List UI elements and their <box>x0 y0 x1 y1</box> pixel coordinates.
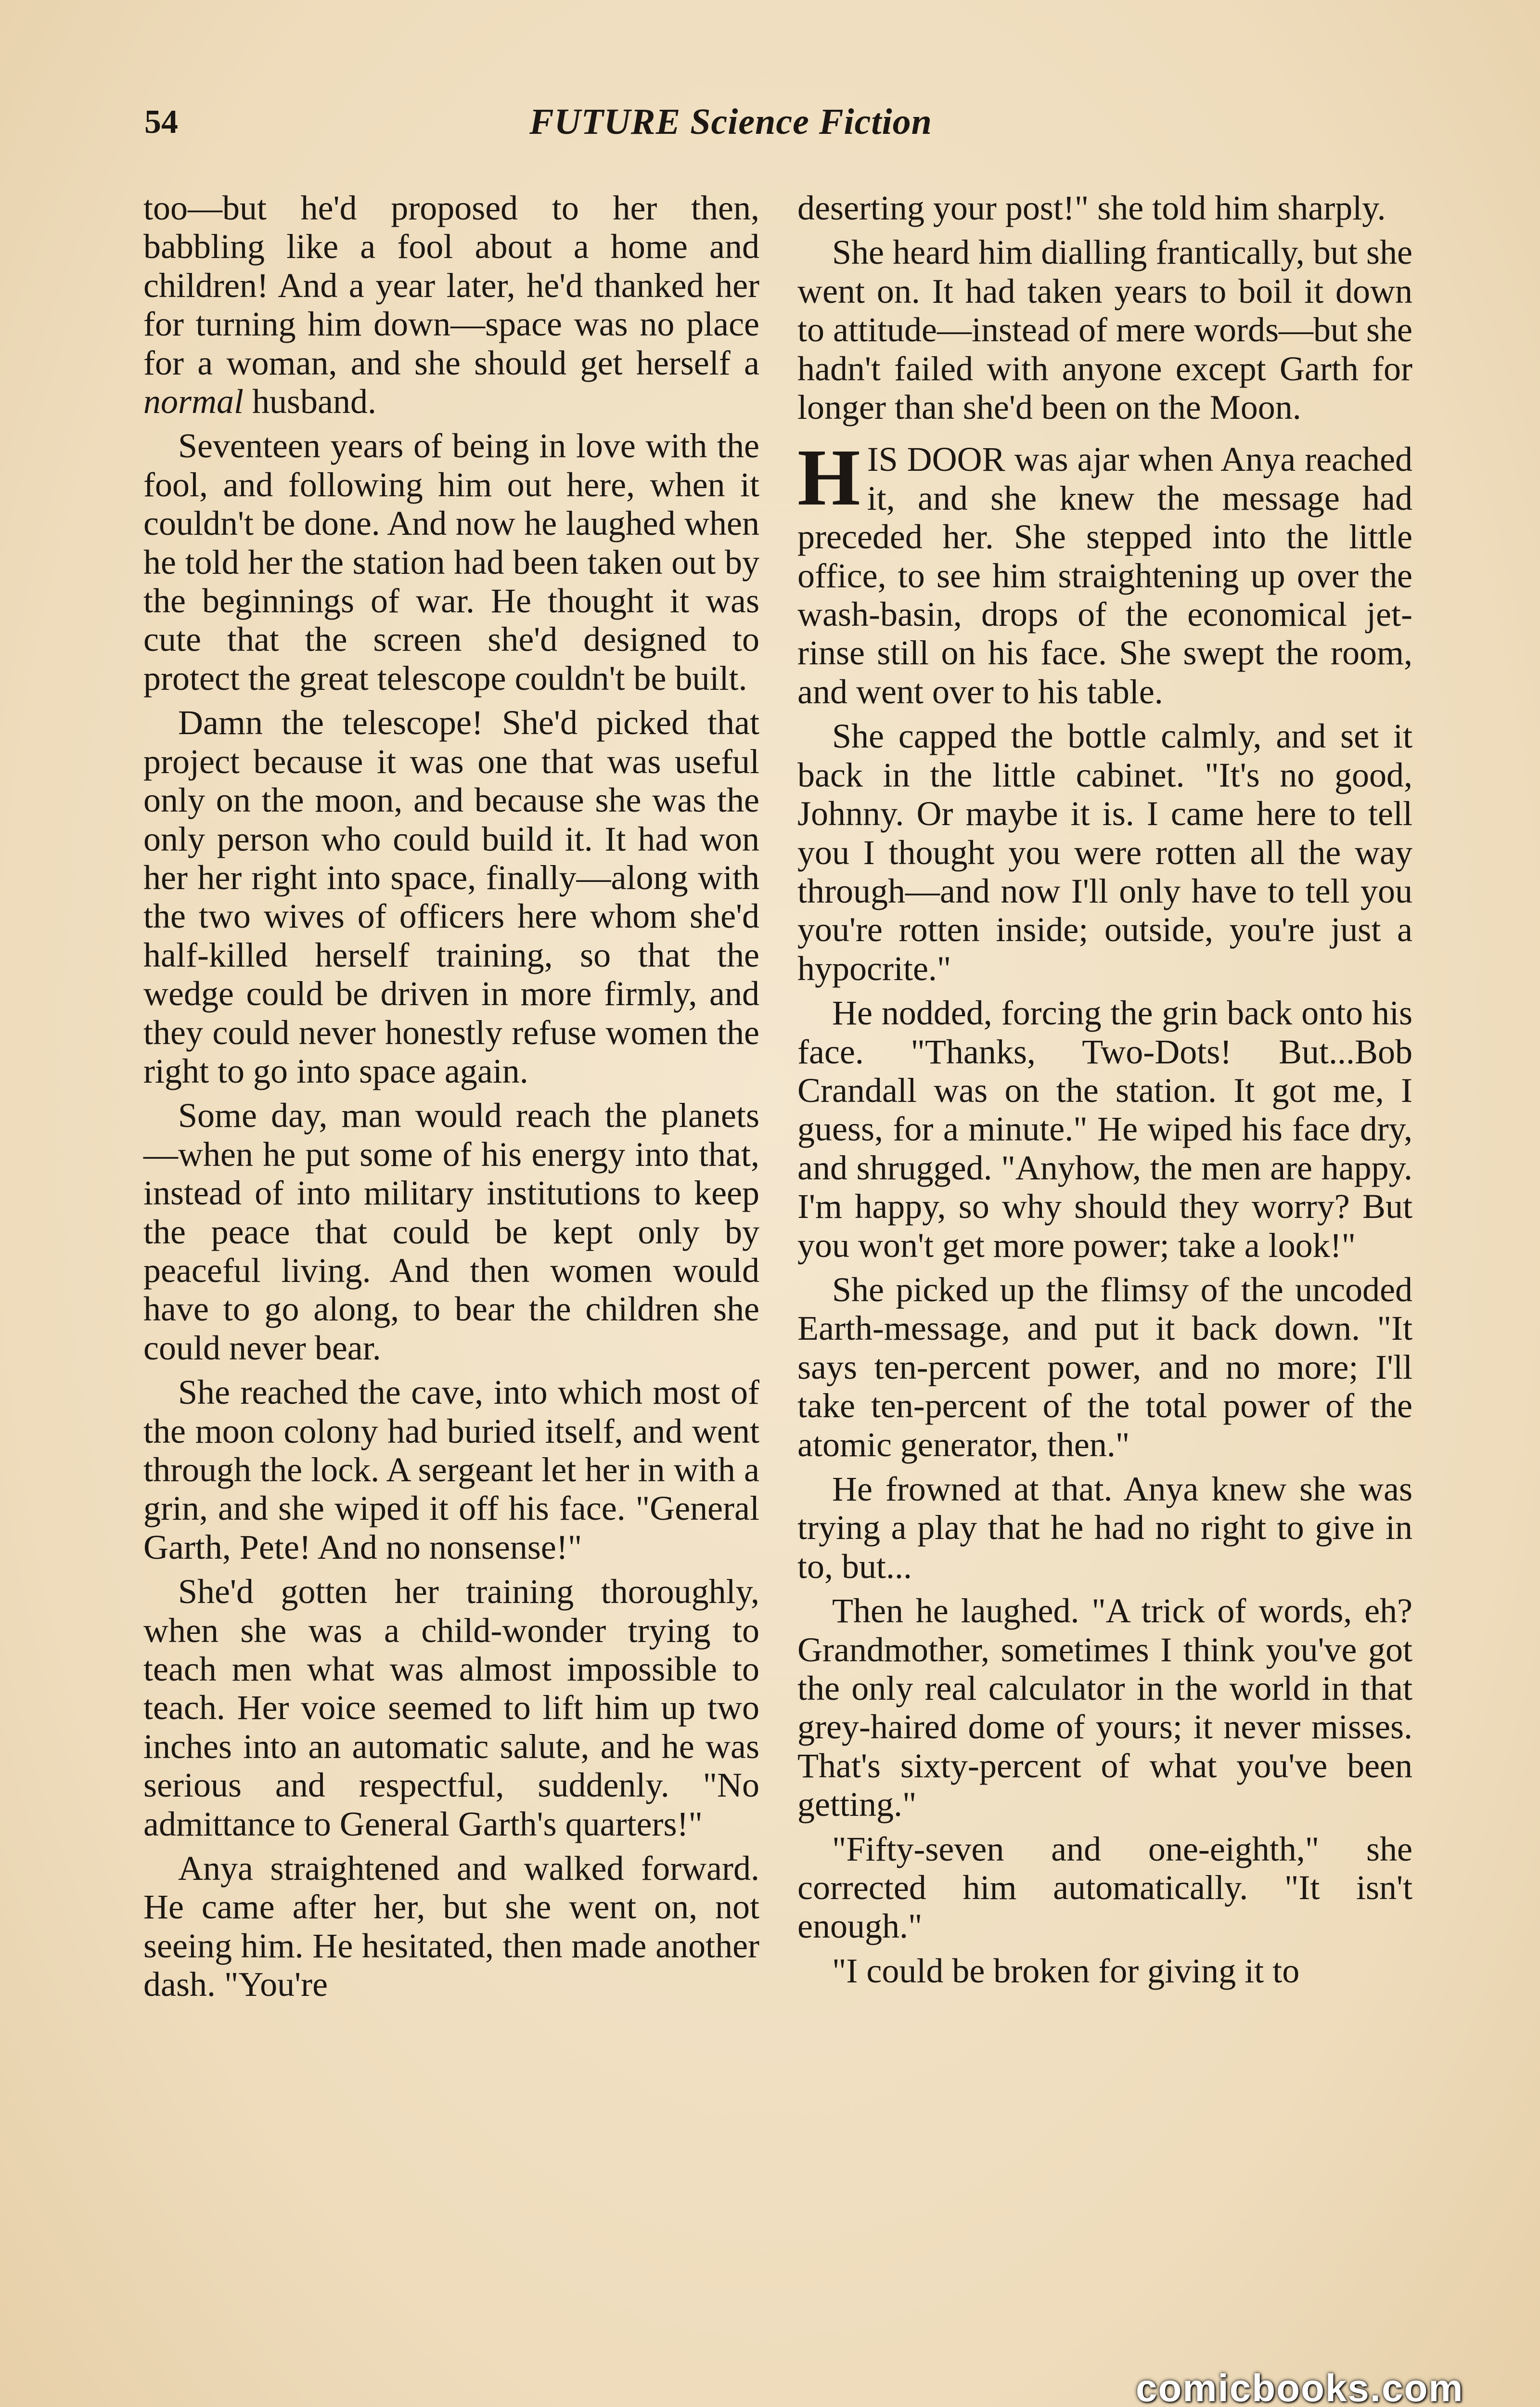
small-caps-lead: IS DOOR <box>867 440 1005 479</box>
watermark: comicbooks.com <box>1136 2367 1464 2407</box>
paragraph: She picked up the flimsy of the uncoded Earth-message, and put it back down. "It says ten-percent power, and no more; I'll take ten-percent of the total power of the atomic generator, then." <box>797 1270 1412 1464</box>
paragraph: Then he laughed. "A trick of words, eh? Grandmother, sometimes I think you've got the only real calculator in the world in that grey-haired dome of yours; it never misses. That's sixty-percent of what you've been getting." <box>797 1592 1412 1824</box>
section-start-paragraph: HIS DOOR was ajar when Anya reached it, and she knew the message had preceded her. She stepped into the little office, to see him straightening up over the wash-basin, drops of the economical jet-rinse still on his face. She swept the room, and went over to his table. <box>797 433 1413 711</box>
running-title: FUTURE Science Fiction <box>529 102 932 142</box>
paragraph: She reached the cave, into which most of the moon colony had buried itself, and went through the lock. A sergeant let her in with a grin, and she wiped it off his face. "General Garth, Pete! And no nonsense!" <box>143 1373 759 1566</box>
paragraph: Some day, man would reach the planets—when he put some of his energy into that, instead of into military institutions to keep the peace that could be kept only by peaceful living. And then women would have to go along, to bear the children she could never bear. <box>143 1096 759 1367</box>
left-column <box>143 189 759 2010</box>
paragraph: She capped the bottle calmly, and set it back in the little cabinet. "It's no good, Johnny. Or maybe it is. I came here to tell you I thought you were rotten all the way through—and now I'll only have to tell you you're rotten inside; outside, you're just a hypocrite." <box>797 717 1412 988</box>
paragraph: deserting your post!" she told him sharply. <box>797 189 1386 227</box>
paragraph: "Fifty-seven and one-eighth," she corrected him automatically. "It isn't enough." <box>797 1829 1412 1946</box>
drop-cap: H <box>797 433 860 523</box>
page-header <box>144 96 1059 154</box>
paragraph: Damn the telescope! She'd picked that project because it was one that was useful only on the moon, and because she was the only person who could build it. It had won her her right into space, finally—along with the two wives of officers here whom she'd half-killed herself training, so that the wedge could be driven in more firmly, and they could never honestly refuse women the right to go into space again. <box>143 703 759 1090</box>
right-column <box>797 189 1412 1996</box>
paragraph: She heard him dialling frantically, but she went on. It had taken years to boil it down to attitude—instead of mere words—but she hadn't failed with anyone except Garth for longer than she'd been on the Moon. <box>797 233 1412 427</box>
paragraph: She'd gotten her training thoroughly, when she was a child-wonder trying to teach men what was almost impossible to teach. Her voice seemed to lift him up two inches into an automatic salute, and he was serious and respectful, suddenly. "No admittance to General Garth's quarters!" <box>143 1572 759 1843</box>
page-number: 54 <box>144 104 178 141</box>
paragraph: "I could be broken for giving it to <box>832 1951 1300 1990</box>
emphasis: normal <box>143 382 244 421</box>
paragraph: Anya straightened and walked forward. He came after her, but she went on, not seeing him. He hesitated, then made another dash. "You're <box>143 1849 759 2004</box>
paragraph: too—but he'd proposed to her then, babbling like a fool about a home and children! And a year later, he'd thanked her for turning him down—space was no place for a woman, and she should get herself a normal husband. <box>143 189 759 421</box>
paragraph: He nodded, forcing the grin back onto his face. "Thanks, Two-Dots! But...Bob Crandall was on the station. It got me, I guess, for a minute." He wiped his face dry, and shrugged. "Anyhow, the men are happy. I'm happy, so why should they worry? But you won't get more power; take a look!" <box>797 994 1412 1265</box>
paragraph: He frowned at that. Anya knew she was trying a play that he had no right to give in to, but... <box>797 1470 1412 1586</box>
paragraph: Seventeen years of being in love with the fool, and following him out here, when it couldn't be done. And now he laughed when he told her the station had been taken out by the beginnings of war. He thought it was cute that the screen she'd designed to protect the great telescope couldn't be built. <box>143 427 759 698</box>
